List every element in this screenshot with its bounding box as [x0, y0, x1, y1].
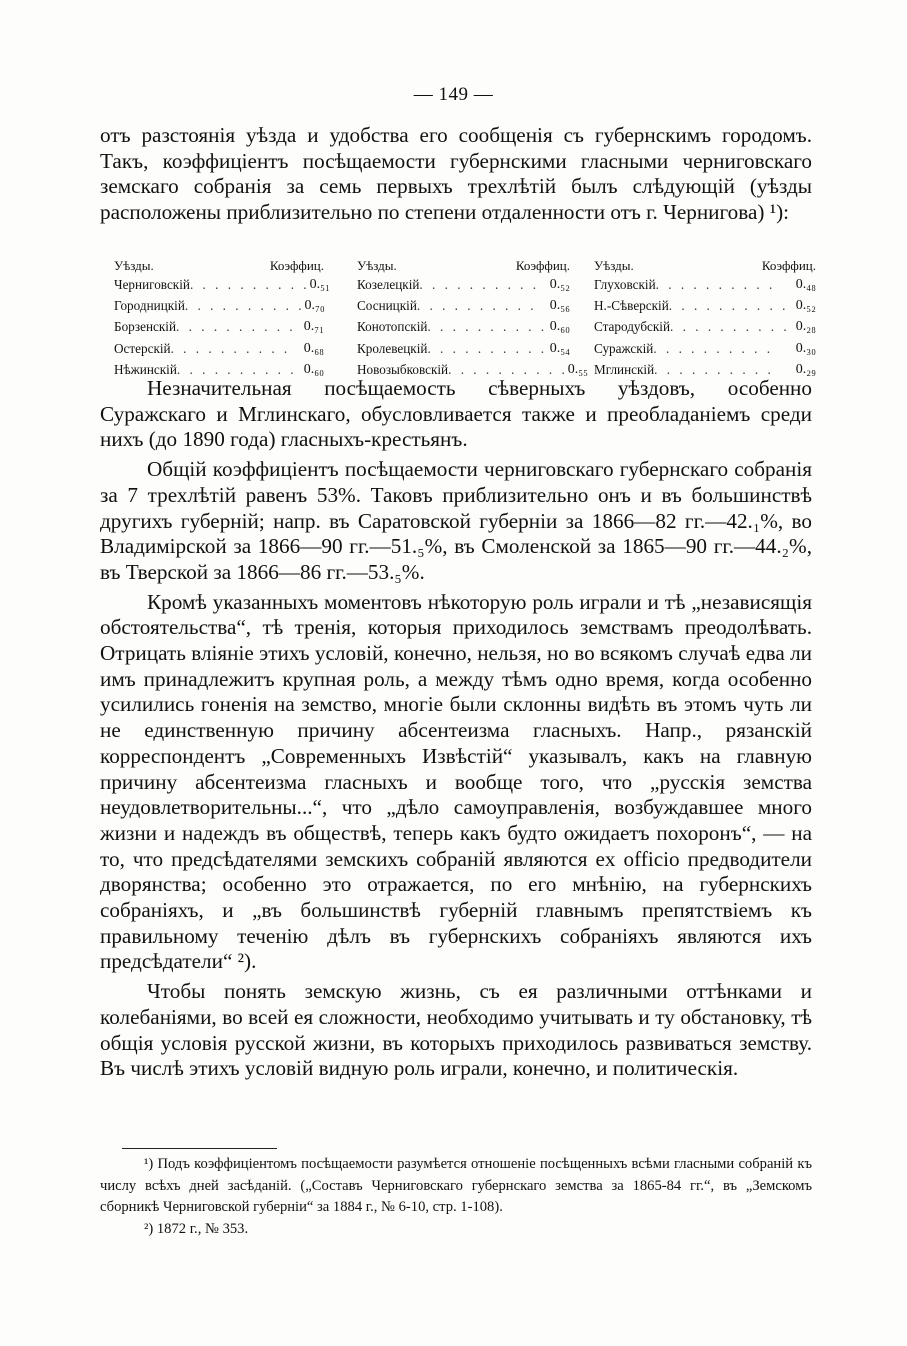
leader-dots: . . . . . . . . . . — [176, 319, 296, 335]
paragraph: Незначительная посѣщаемость сѣверныхъ уѣздовъ, особенно Суражскаго и Мглинскаго, обусловливается также и преобладаніемъ среди нихъ (до 1890 года) гласныхъ-крестьянъ. — [100, 376, 812, 452]
footnotes — [100, 1154, 812, 1240]
table-column — [594, 258, 816, 380]
paragraph: отъ разстоянія уѣзда и удобства его сообщенія съ губернскимъ городомъ. Такъ, коэффиціентъ посѣщаемости губернскими гласными черниговскаго земскаго собранія за семь первыхъ трехлѣтій былъ слѣдующій (уѣзды расположены приблизительно по степени отдаленности отъ г. Чернигова) ¹): — [100, 123, 812, 225]
leader-dots: . . . . . . . . . . — [427, 319, 548, 335]
leader-dots: . . . . . . . . . . — [427, 340, 548, 356]
leader-dots: . . . . . . . . . . — [655, 277, 776, 292]
coefficient-value: 0.₆₀ — [549, 319, 570, 335]
district-name: Черниговскій — [114, 277, 190, 292]
leader-dots: . . . . . . . . . . — [416, 298, 537, 314]
coefficient-value: 0.₆₈ — [303, 340, 324, 356]
table-header — [114, 258, 324, 274]
coefficient-value: 0.₅₅ — [567, 361, 588, 377]
paragraph: Чтобы понять земскую жизнь, съ ея различными оттѣнками и колебаніями, во всей ея сложности, необходимо учитывать и ту обстановку, тѣ общія условія русской жизни, въ которыхъ приходилось развиваться земству. Въ числѣ этихъ условій видную роль играли, конечно, и политическія. — [100, 979, 812, 1081]
page-number: — 149 — — [413, 84, 494, 105]
header-coefficient: Коэффиц. — [761, 258, 816, 273]
header-district: Уѣзды. — [594, 258, 634, 273]
paragraph: Кромѣ указанныхъ моментовъ нѣкоторую роль играли и тѣ „независящія обстоятельства“, тѣ тренія, которыя приходилось земствамъ преодолѣвать. Отрицать вліяніе этихъ условій, конечно, нельзя, но во всякомъ случаѣ едва ли имъ принадлежитъ крупная роль, а между тѣмъ одно время, когда особенно усилились гоненія на земство, многіе были склонны видѣть въ этомъ чуть ли не единственную причину абсентеизма гласныхъ. Напр., рязанскій корреспондентъ „Современныхъ Извѣстій“ указывалъ, какъ на главную причину абсентеизма гласныхъ и вообще того, что „русскія земства неудовлетворительны...“, что „дѣло самоуправленія, возбуждавшее много жизни и надеждъ въ обществѣ, теперь какъ будто ожидаетъ похоронъ“, — на то, что предсѣдателями земскихъ собраній являются ex officio предводители дворянства; особенно это отражается, по его мнѣнію, на губернскихъ собраніяхъ, и „въ большинствѣ губерній главнымъ препятствіемъ къ правильному теченію дѣлъ въ губернскихъ собраніяхъ являются ихъ предсѣдатели“ ²). — [100, 589, 812, 974]
footnote: ¹) Подъ коэффиціентомъ посѣщаемости разумѣется отношеніе посѣщенныхъ всѣми гласными собраній къ числу всѣхъ дней засѣданій. („Составъ Черниговскаго губернскаго земства за 1865-84 гг.“, въ „Земскомъ сборникѣ Черниговской губерніи“ за 1884 г., № 6-10, стр. 1-108). — [100, 1156, 812, 1216]
coefficient-value: 0.₃₀ — [795, 340, 816, 356]
table-row — [594, 295, 816, 316]
header-district: Уѣзды. — [357, 258, 397, 273]
table-column — [114, 258, 330, 380]
district-name: Сосницкій — [357, 298, 417, 314]
table-row — [357, 338, 570, 359]
leader-dots: . . . . . . . . . . — [654, 361, 774, 377]
table-column — [357, 258, 588, 380]
leader-dots: . . . . . . . . . . — [670, 319, 790, 335]
table-row — [357, 274, 570, 295]
table-row — [114, 338, 324, 359]
coefficient-value: 0.₅₄ — [549, 340, 570, 356]
paragraph: Общій коэффиціентъ посѣщаемости черниговскаго губернскаго собранія за 7 трехлѣтій равенъ 53%. Таковъ приблизительно онъ и въ большинствѣ другихъ губерній; напр. въ Саратовской губерніи за 1866—82 гг.—42.₁%, во Владимірской за 1866—90 гг.—51.₅%, въ Смоленской за 1865—90 гг.—44.₂%, въ Тверской за 1866—86 гг.—53.₅%. — [100, 457, 812, 584]
district-name: Суражскій — [594, 340, 654, 356]
body-text-top — [100, 123, 812, 226]
table-header — [357, 258, 570, 274]
leader-dots: . . . . . . . . . . — [176, 361, 297, 377]
table-row — [114, 295, 324, 316]
header-coefficient: Коэффиц. — [269, 258, 324, 273]
leader-dots: . . . . . . . . . . — [170, 340, 291, 356]
coefficient-value: 0.₇₀ — [304, 298, 325, 314]
footnote: ²) 1872 г., № 353. — [144, 1220, 249, 1237]
leader-dots: . . . . . . . . . . — [419, 277, 540, 292]
district-name: Козелецкій — [357, 277, 420, 292]
district-name: Новозыбковскій — [357, 361, 449, 377]
coefficient-value: 0.₂₈ — [795, 319, 816, 335]
leader-dots: . . . . . . . . . . — [184, 298, 305, 314]
district-name: Кролевецкій — [357, 340, 428, 356]
leader-dots: . . . . . . . . . . — [668, 298, 789, 314]
table-header — [594, 258, 816, 274]
district-name: Конотопскій — [357, 319, 428, 335]
table-row — [594, 274, 816, 295]
header-district: Уѣзды. — [114, 258, 154, 273]
district-name: Нѣжинскій — [114, 361, 177, 377]
coefficient-value: 0.₂₉ — [795, 361, 816, 377]
district-name: Остерскій — [114, 340, 171, 356]
coefficient-value: 0.₅₁ — [309, 277, 330, 292]
leader-dots: . . . . . . . . . . — [189, 277, 310, 292]
leader-dots: . . . . . . . . . . — [653, 340, 774, 356]
table-row — [594, 338, 816, 359]
table-row — [114, 274, 330, 295]
district-name: Борзенскій — [114, 319, 177, 335]
footnote-divider — [122, 1148, 277, 1149]
coefficient-value: 0.₆₀ — [303, 361, 324, 377]
district-name: Городницкій — [114, 298, 185, 314]
leader-dots: . . . . . . . . . . — [448, 361, 568, 377]
coefficient-value: 0.₅₂ — [549, 277, 570, 292]
district-name: Глуховскій — [594, 277, 656, 292]
district-name: Стародубскій — [594, 319, 671, 335]
table-row — [357, 295, 570, 316]
coefficient-value: 0.₅₂ — [795, 298, 816, 314]
table-row — [357, 316, 570, 337]
table-row — [114, 316, 324, 337]
coefficient-value: 0.₇₁ — [303, 319, 324, 335]
coefficient-value: 0.₅₆ — [549, 298, 570, 314]
district-name: Н.-Сѣверскій — [594, 298, 669, 314]
table-row — [594, 316, 816, 337]
district-name: Мглинскій — [594, 361, 655, 377]
header-coefficient: Коэффиц. — [515, 258, 570, 273]
coefficient-value: 0.₄₈ — [795, 277, 816, 292]
body-text-main — [100, 376, 812, 1082]
